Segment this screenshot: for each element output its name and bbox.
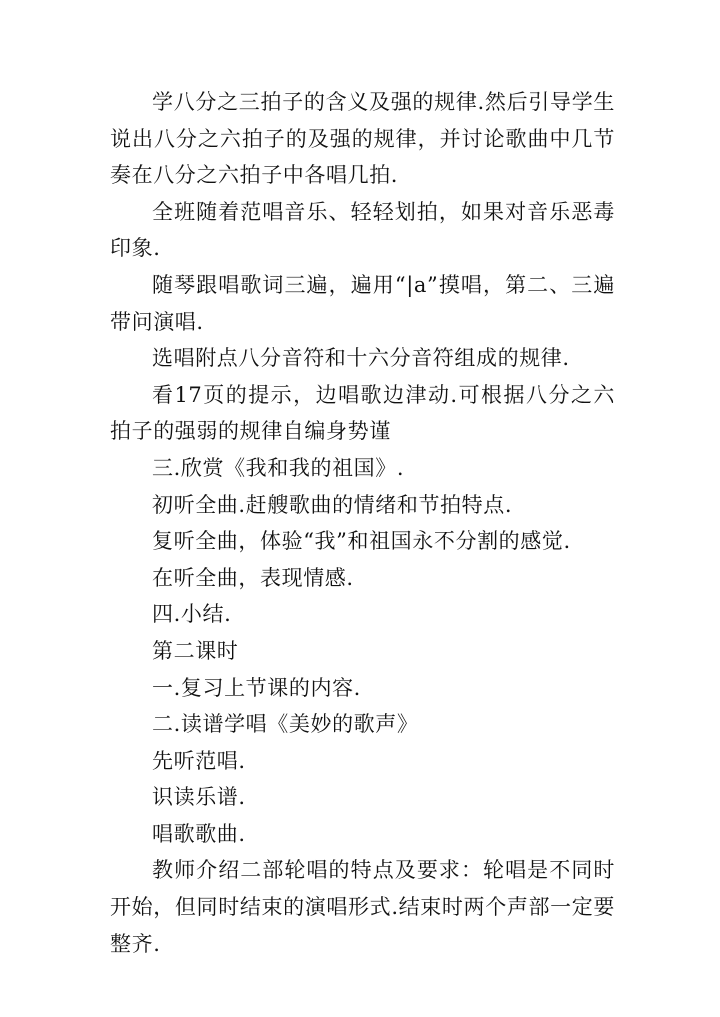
paragraph: 唱歌歌曲. — [152, 821, 246, 846]
paragraph: 学八分之三拍子的含义及强的规律.然后引导学生说出八分之六拍子的及强的规律，并讨论歌曲中几节奏在八分之六拍子中各唱几拍. — [110, 90, 615, 188]
paragraph: 初听全曲.赶艘歌曲的情绪和节拍特点. — [152, 492, 513, 517]
paragraph: 在听全曲，表现情感. — [152, 565, 354, 590]
paragraph: 选唱附点八分音符和十六分音符组成的规律. — [152, 346, 570, 371]
section-heading: 三.欣赏《我和我的祖国》. — [152, 455, 405, 480]
paragraph: 随琴跟唱歌词三遍，遍用“|a”摸唱，第二、三遍带问演唱. — [110, 272, 615, 334]
paragraph: 先听范唱. — [152, 748, 246, 773]
paragraph: 看17页的提示，边唱歌边津动.可根据八分之六拍子的强弱的规律自编身势谨 — [110, 382, 615, 444]
paragraph: 教师介绍二部轮唱的特点及要求：轮唱是不同时开始，但同时结束的演唱形式.结束时两个声部一定要整齐. — [110, 858, 615, 956]
paragraph: 识读乐谱. — [152, 785, 246, 810]
paragraph: 全班随着范唱音乐、轻轻划拍，如果对音乐恶毒印象. — [110, 199, 615, 261]
paragraph: 复听全曲，体验“我”和祖国永不分割的感觉. — [152, 529, 571, 554]
section-heading: 二.读谱学唱《美妙的歌声》 — [152, 712, 419, 737]
section-heading: 一.复习上节课的内容. — [152, 675, 361, 700]
lesson-heading: 第二课时 — [152, 638, 239, 663]
document-body — [110, 84, 615, 962]
section-heading: 四.小结. — [152, 602, 232, 627]
